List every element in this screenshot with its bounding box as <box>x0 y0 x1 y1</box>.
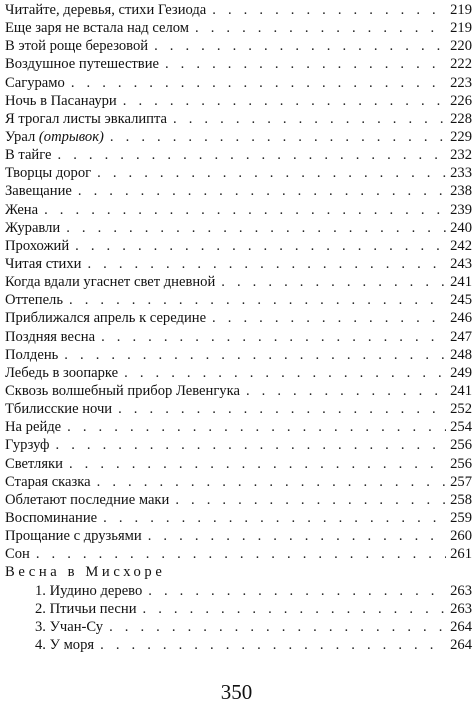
toc-entry <box>5 328 472 346</box>
toc-entry-page: 222 <box>450 56 472 73</box>
toc-entry-page: 226 <box>450 92 472 109</box>
toc-entry-page: 245 <box>450 292 472 309</box>
toc-entry-title <box>5 74 65 92</box>
toc-entry <box>5 382 472 400</box>
toc-entry-title <box>5 237 69 255</box>
leader-dots <box>36 545 446 563</box>
toc-entry-title-text: 3. Учан-Су <box>35 618 104 635</box>
toc-entry-title <box>5 92 117 110</box>
toc-entry-title <box>5 309 206 327</box>
toc-entry-title <box>5 328 95 346</box>
toc-entry <box>5 473 472 491</box>
toc-entry-title-text: Приближался апрель к середине <box>5 310 207 327</box>
leader-dots <box>66 219 446 237</box>
toc-entry-title <box>5 509 97 527</box>
toc-entry-title <box>5 382 240 400</box>
toc-entry-page: 233 <box>450 165 472 182</box>
leader-dots <box>64 346 446 364</box>
toc-sub-entry <box>5 600 472 618</box>
toc-entry-title-text: 2. Птичьи песни <box>35 600 137 617</box>
leader-dots <box>101 328 446 346</box>
leader-dots <box>212 309 446 327</box>
toc-entry-title <box>5 545 30 563</box>
toc-entry-page: 260 <box>450 528 472 545</box>
toc-entry <box>5 436 472 454</box>
toc-entry <box>5 400 472 418</box>
toc-entry <box>5 110 472 128</box>
leader-dots <box>118 400 446 418</box>
toc-entry-page: 232 <box>450 147 472 164</box>
toc-entry-page: 239 <box>450 201 472 218</box>
toc-entry-page: 238 <box>450 183 472 200</box>
toc-entry-page: 229 <box>450 128 472 145</box>
toc-entry-title-text: Тбилисские ночи <box>5 401 113 418</box>
leader-dots <box>154 37 446 55</box>
toc-entry-title-text: Гурзуф <box>5 437 50 454</box>
toc-entry <box>5 346 472 364</box>
toc-entry-title-text: Журавли <box>5 219 61 236</box>
leader-dots <box>69 455 446 473</box>
toc-entry-title-text: Полдень <box>5 346 59 363</box>
toc-entry <box>5 1 472 19</box>
toc-entry <box>5 37 472 55</box>
toc-section-heading: Весна в Мисхоре <box>5 564 166 581</box>
toc-entry-page: 241 <box>450 274 472 291</box>
toc-entry-page: 249 <box>450 364 472 381</box>
toc-entry-page: 240 <box>450 219 472 236</box>
leader-dots <box>148 527 446 545</box>
toc-entry <box>5 55 472 73</box>
toc-entry <box>5 527 472 545</box>
leader-dots <box>69 291 446 309</box>
toc-entry-title-text: Читая стихи <box>5 255 82 272</box>
toc-entry-page: 261 <box>450 546 472 563</box>
toc-entry-title <box>5 182 72 200</box>
toc-entry-title-text: Оттепель <box>5 292 63 309</box>
toc-entry-title-text: Воздушное путешествие <box>5 56 159 73</box>
leader-dots <box>165 55 446 73</box>
leader-dots <box>97 164 446 182</box>
leader-dots <box>56 436 446 454</box>
toc-sub-entry <box>5 636 472 654</box>
toc-entry <box>5 19 472 37</box>
leader-dots <box>75 237 446 255</box>
toc-entry-page: 247 <box>450 328 472 345</box>
toc-entry-title-text: Завещание <box>5 183 72 200</box>
leader-dots <box>103 509 446 527</box>
toc-entry <box>5 146 472 164</box>
toc-entry <box>5 364 472 382</box>
toc-entry <box>5 128 472 146</box>
toc-entry-page: 219 <box>450 20 472 37</box>
toc-entry-title <box>5 527 142 545</box>
toc-entry-title-text: Ночь в Пасанаури <box>5 92 117 109</box>
toc-entry-title-text: Сагурамо <box>5 74 65 91</box>
toc-entry-title <box>5 110 167 128</box>
leader-dots <box>124 364 446 382</box>
toc-entry <box>5 74 472 92</box>
toc-entry <box>5 418 472 436</box>
toc-entry-title-text: Когда вдали угаснет свет дневной <box>5 274 216 291</box>
toc-entry-title <box>5 418 61 436</box>
toc-sub-entry <box>5 618 472 636</box>
toc-entry-title <box>35 582 142 600</box>
toc-entry-title <box>5 364 118 382</box>
toc-entry-note: (отрывок) <box>38 128 104 145</box>
toc-entry-page: 248 <box>450 346 472 363</box>
toc-entry-title <box>5 273 215 291</box>
toc-entry <box>5 545 472 563</box>
toc-entry-title <box>5 255 81 273</box>
toc-entry-title <box>5 400 112 418</box>
toc-entry-page: 254 <box>450 419 472 436</box>
toc-entry <box>5 182 472 200</box>
leader-dots <box>109 618 446 636</box>
leader-dots <box>173 110 446 128</box>
leader-dots <box>195 19 446 37</box>
toc-entry-title-text: Воспоминание <box>5 509 98 526</box>
toc-entry-title <box>5 201 38 219</box>
toc-entry-title-text: Творцы дорог <box>5 165 92 182</box>
toc-entry-title-text: Сон <box>5 546 30 563</box>
toc-entry-title <box>5 473 91 491</box>
toc-entry-title-text: Жена <box>5 201 39 218</box>
leader-dots <box>148 582 446 600</box>
leader-dots <box>143 600 446 618</box>
toc-sub-entries <box>5 582 472 655</box>
leader-dots <box>246 382 446 400</box>
toc-entry-title <box>5 1 206 19</box>
leader-dots <box>58 146 447 164</box>
toc-entry-page: 263 <box>450 600 472 617</box>
leader-dots <box>97 473 446 491</box>
toc-entry <box>5 164 472 182</box>
table-of-contents <box>5 1 472 654</box>
leader-dots <box>67 418 446 436</box>
leader-dots <box>87 255 446 273</box>
toc-entry <box>5 201 472 219</box>
toc-entry-title <box>35 618 103 636</box>
toc-entry-title <box>5 346 58 364</box>
toc-entry-title <box>5 164 91 182</box>
toc-entry <box>5 455 472 473</box>
toc-entry <box>5 491 472 509</box>
toc-entry-title <box>5 491 169 509</box>
toc-entry-page: 228 <box>450 110 472 127</box>
toc-entry-title <box>5 146 52 164</box>
toc-entry-title-text: 1. Иудино дерево <box>35 582 143 599</box>
toc-entry <box>5 219 472 237</box>
leader-dots <box>212 1 446 19</box>
toc-entry <box>5 92 472 110</box>
toc-entry-title-text: Я трогал листы эвкалипта <box>5 110 168 127</box>
toc-entry-title-text: Еще заря не встала над селом <box>5 20 189 37</box>
leader-dots <box>123 92 446 110</box>
toc-entry-page: 223 <box>450 74 472 91</box>
toc-entry-title <box>5 436 50 454</box>
toc-entry-page: 252 <box>450 401 472 418</box>
toc-entry-page: 263 <box>450 582 472 599</box>
toc-entry-title <box>5 128 104 146</box>
toc-entries <box>5 1 472 563</box>
toc-entry-title <box>5 19 189 37</box>
toc-entry <box>5 255 472 273</box>
toc-entry-page: 257 <box>450 473 472 490</box>
leader-dots <box>175 491 446 509</box>
toc-entry <box>5 237 472 255</box>
toc-entry-title <box>35 600 137 618</box>
toc-entry <box>5 509 472 527</box>
toc-entry-page: 259 <box>450 509 472 526</box>
toc-entry-title <box>5 55 159 73</box>
toc-entry-page: 264 <box>450 618 472 635</box>
toc-entry-title-text: Светляки <box>5 455 63 472</box>
toc-entry-title <box>5 291 63 309</box>
toc-entry-page: 256 <box>450 437 472 454</box>
toc-entry-title-text: Лебедь в зоопарке <box>5 364 119 381</box>
leader-dots <box>71 74 446 92</box>
toc-entry-title-text: Урал <box>5 128 36 145</box>
toc-sub-entry <box>5 582 472 600</box>
toc-entry-page: 220 <box>450 38 472 55</box>
toc-entry <box>5 273 472 291</box>
toc-entry-page: 219 <box>450 2 472 18</box>
toc-entry-title-text: Старая сказка <box>5 473 91 490</box>
toc-entry-page: 264 <box>450 636 472 653</box>
toc-entry-title-text: Поздняя весна <box>5 328 96 345</box>
toc-entry-page: 243 <box>450 255 472 272</box>
toc-entry-page: 242 <box>450 237 472 254</box>
toc-entry-title-text: Облетают последние маки <box>5 491 170 508</box>
leader-dots <box>100 636 446 654</box>
leader-dots <box>78 182 446 200</box>
toc-entry <box>5 309 472 327</box>
toc-entry-page: 246 <box>450 310 472 327</box>
leader-dots <box>44 201 446 219</box>
toc-entry-title-text: В тайге <box>5 147 52 164</box>
toc-entry-title-text: Читайте, деревья, стихи Гезиода <box>5 2 207 18</box>
toc-entry-title <box>35 636 94 654</box>
toc-entry-page: 258 <box>450 491 472 508</box>
page-number: 350 <box>220 680 253 704</box>
toc-entry-title-text: В этой роще березовой <box>5 38 149 55</box>
leader-dots <box>110 128 446 146</box>
leader-dots <box>221 273 446 291</box>
toc-entry <box>5 291 472 309</box>
toc-entry-page: 241 <box>450 382 472 399</box>
toc-entry-title <box>5 37 148 55</box>
toc-section-row <box>5 563 472 581</box>
toc-entry-page: 256 <box>450 455 472 472</box>
toc-entry-title-text: Прощание с друзьями <box>5 528 142 545</box>
toc-entry-title-text: Прохожий <box>5 237 70 254</box>
toc-entry-title-text: 4. У моря <box>35 636 95 653</box>
toc-entry-title-text: Сквозь волшебный прибор Левенгука <box>5 382 240 399</box>
toc-entry-title <box>5 219 60 237</box>
toc-entry-title <box>5 455 63 473</box>
toc-entry-title-text: На рейде <box>5 419 62 436</box>
